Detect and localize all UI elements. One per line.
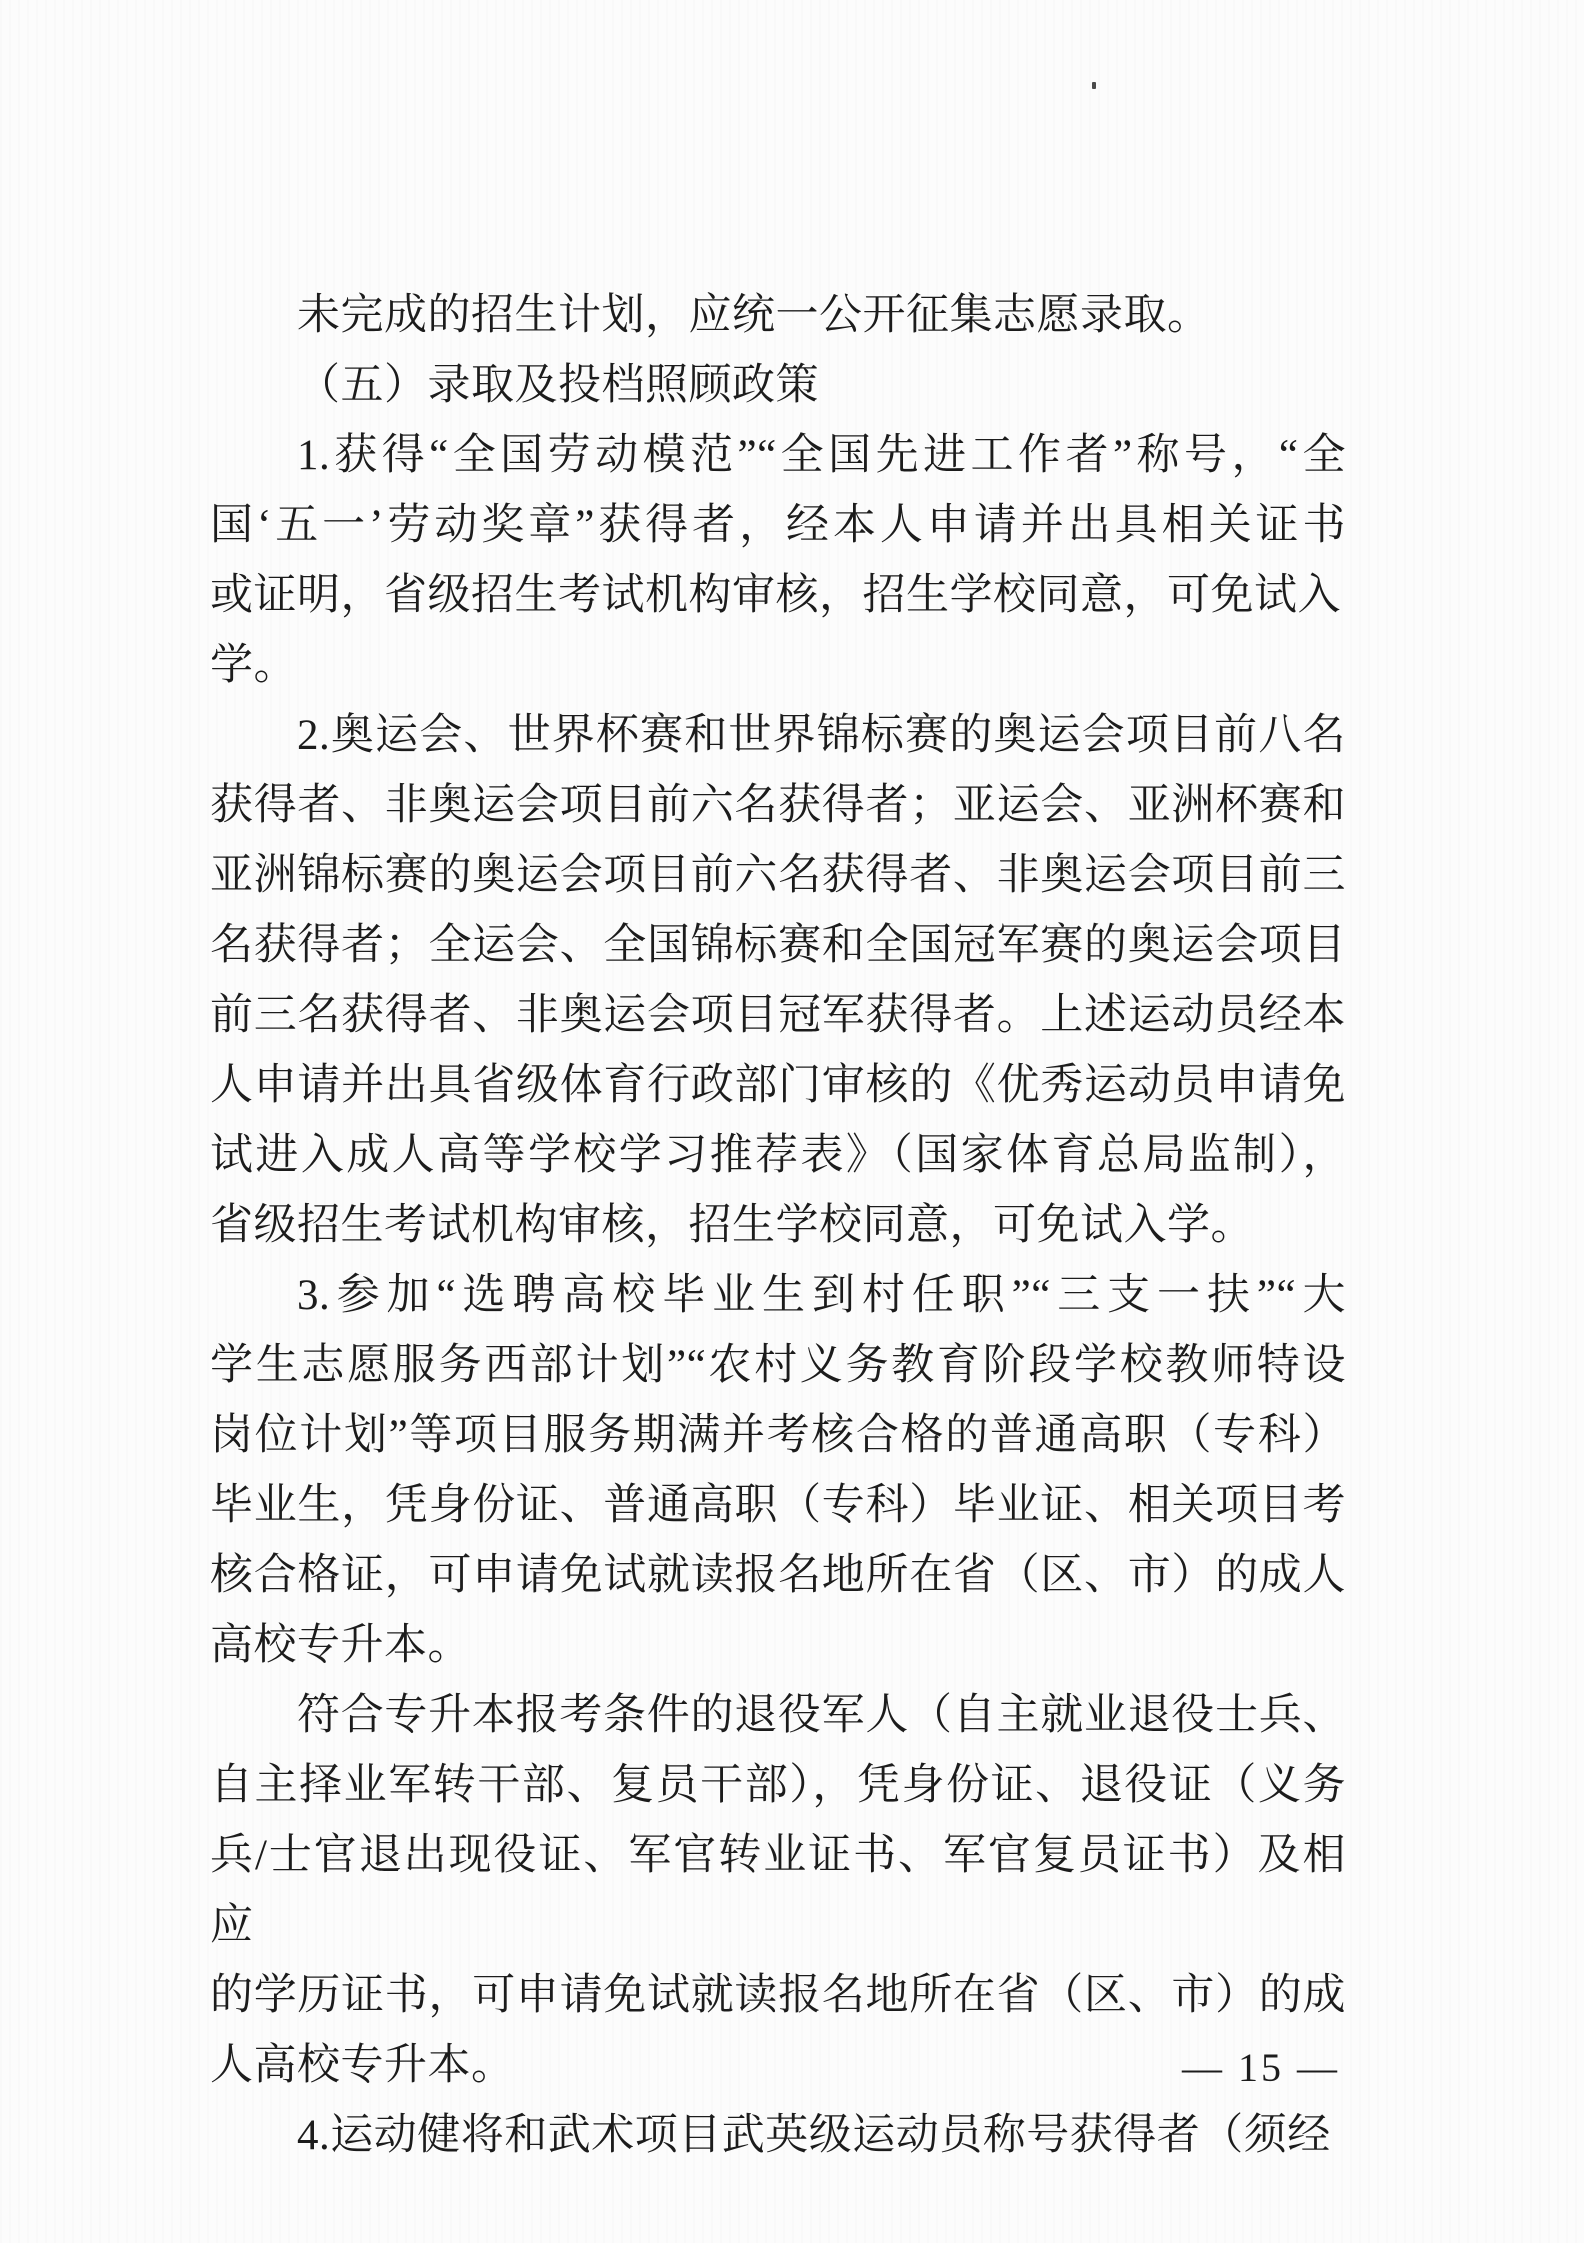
text-line: 国‘五一’劳动奖章”获得者，经本人申请并出具相关证书 — [210, 502, 1346, 549]
text-line: 亚洲锦标赛的奥运会项目前六名获得者、非奥运会项目前三 — [210, 852, 1346, 899]
text-line: 核合格证，可申请免试就读报名地所在省（区、市）的成人 — [210, 1552, 1346, 1599]
text-line: 符合专升本报考条件的退役军人（自主就业退役士兵、 — [297, 1692, 1346, 1739]
paragraph — [210, 421, 1346, 701]
paragraph — [210, 1681, 1346, 2101]
text-line: 的学历证书，可申请免试就读报名地所在省（区、市）的成 — [210, 1972, 1346, 2019]
paragraph — [210, 2101, 1346, 2171]
page-number: — 15 — — [1182, 2045, 1340, 2090]
text-line: 名获得者；全运会、全国锦标赛和全国冠军赛的奥运会项目 — [210, 922, 1346, 969]
text-line: 学生志愿服务西部计划”“农村义务教育阶段学校教师特设 — [210, 1342, 1346, 1389]
paragraph — [210, 701, 1346, 1261]
document-body — [210, 281, 1346, 2171]
text-line: 前三名获得者、非奥运会项目冠军获得者。上述运动员经本 — [210, 992, 1346, 1039]
text-line: 毕业生，凭身份证、普通高职（专科）毕业证、相关项目考 — [210, 1482, 1346, 1529]
paragraph — [210, 281, 1346, 351]
text-line: 人申请并出具省级体育行政部门审核的《优秀运动员申请免 — [210, 1062, 1346, 1109]
text-line: 获得者、非奥运会项目前六名获得者；亚运会、亚洲杯赛和 — [210, 782, 1346, 829]
paragraph — [210, 1261, 1346, 1681]
text-line: 1.获得“全国劳动模范”“全国先进工作者”称号，“全 — [297, 432, 1346, 479]
paragraph — [210, 351, 1346, 421]
text-line: 2.奥运会、世界杯赛和世界锦标赛的奥运会项目前八名 — [297, 712, 1346, 759]
text-line: 人高校专升本。 — [210, 2042, 515, 2089]
text-line: 4.运动健将和武术项目武英级运动员称号获得者（须经 — [297, 2112, 1331, 2159]
text-line: 高校专升本。 — [210, 1622, 471, 1669]
text-line: 3.参加“选聘高校毕业生到村任职”“三支一扶”“大 — [297, 1272, 1346, 1319]
text-line: 兵/士官退出现役证、军官转业证书、军官复员证书）及相应 — [210, 1832, 1346, 1949]
text-line: 或证明，省级招生考试机构审核，招生学校同意，可免试入学。 — [210, 572, 1341, 689]
text-line: 岗位计划”等项目服务期满并考核合格的普通高职（专科） — [210, 1412, 1346, 1459]
text-line: 自主择业军转干部、复员干部），凭身份证、退役证（义务 — [210, 1762, 1346, 1809]
text-line: 未完成的招生计划，应统一公开征集志愿录取。 — [297, 292, 1211, 339]
text-line: 省级招生考试机构审核，招生学校同意，可免试入学。 — [210, 1202, 1254, 1249]
text-line: （五）录取及投档照顾政策 — [297, 362, 819, 409]
scan-speck — [1092, 82, 1096, 89]
text-line: 试进入成人高等学校学习推荐表》（国家体育总局监制）， — [210, 1132, 1346, 1179]
